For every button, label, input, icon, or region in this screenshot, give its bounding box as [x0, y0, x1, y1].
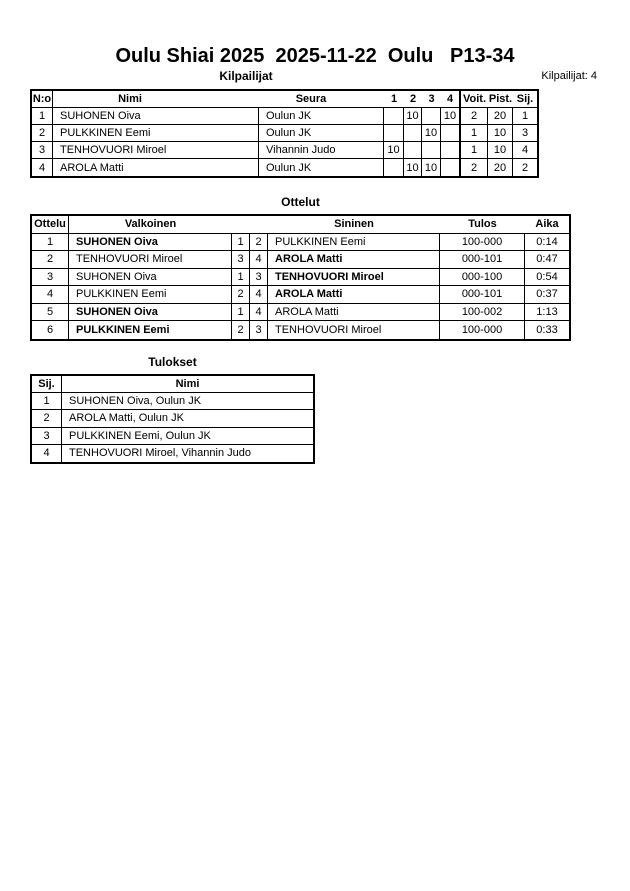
cell-blue-player: TENHOVUORI Miroel [268, 269, 440, 287]
cell-blue-player: AROLA Matti [268, 251, 440, 269]
table-header-row [32, 91, 537, 108]
cell-score-4: 10 [441, 108, 461, 125]
cell-white-number: 3 [232, 251, 250, 269]
ottelut-table [30, 214, 571, 341]
header-sij: Sij. [32, 376, 62, 393]
table-row [32, 445, 313, 462]
cell-pist: 20 [488, 159, 513, 176]
cell-pist: 20 [488, 108, 513, 125]
header-seura: Seura [259, 91, 384, 108]
cell-white-player: TENHOVUORI Miroel [69, 251, 232, 269]
cell-name-club: SUHONEN Oiva, Oulun JK [62, 393, 313, 410]
cell-nimi: AROLA Matti [53, 159, 259, 176]
cell-sij: 4 [513, 142, 537, 159]
kilpailijat-table [30, 89, 539, 178]
cell-voit: 1 [461, 142, 488, 159]
cell-blue-number: 4 [250, 286, 268, 304]
cell-blue-number: 4 [250, 251, 268, 269]
cell-match-number: 5 [32, 304, 69, 322]
cell-sij: 2 [521, 161, 529, 174]
cell-nimi: TENHOVUORI Miroel [53, 142, 259, 159]
cell-seura: Oulun JK [259, 125, 384, 142]
cell-time: 1:13 [525, 304, 569, 322]
cell-score-1 [384, 125, 404, 142]
cell-blue-number: 2 [250, 234, 268, 252]
cell-result: 000-101 [440, 251, 525, 269]
cell-time: 0:47 [525, 251, 569, 269]
cell-score-3 [422, 142, 441, 159]
tulokset-table [30, 374, 315, 464]
cell-result: 100-000 [440, 234, 525, 252]
cell-blue-player: AROLA Matti [268, 286, 440, 304]
cell-white-number: 2 [232, 286, 250, 304]
cell-score-2 [404, 125, 422, 142]
cell-result: 000-101 [440, 286, 525, 304]
cell-white-number: 2 [232, 321, 250, 339]
table-row [32, 269, 569, 287]
cell-score-3: 10 [422, 125, 441, 142]
header-opponent-2: 2 [404, 91, 422, 108]
cell-match-number: 2 [32, 251, 69, 269]
cell-score-1 [384, 108, 404, 125]
table-row [32, 234, 569, 252]
table-row [32, 159, 537, 176]
header-no: N:o [32, 91, 53, 108]
cell-voit: 2 [461, 159, 488, 176]
table-row [32, 410, 313, 427]
header-tulos: Tulos [440, 216, 525, 234]
cell-score-4 [441, 125, 461, 142]
cell-blue-number: 3 [250, 321, 268, 339]
table-row [32, 142, 537, 159]
cell-sij: 1 [513, 108, 537, 125]
cell-no: 2 [32, 125, 53, 142]
cell-name-club: PULKKINEN Eemi, Oulun JK [62, 428, 313, 445]
cell-name-club: TENHOVUORI Miroel, Vihannin Judo [69, 447, 251, 460]
header-sij: Sij. [513, 91, 537, 108]
cell-pist: 10 [488, 142, 513, 159]
cell-time: 0:33 [536, 323, 558, 336]
section-title-ottelut: Ottelut [281, 195, 320, 209]
cell-score-2 [404, 142, 422, 159]
cell-white-player: PULKKINEN Eemi [69, 286, 232, 304]
section-title-tulokset: Tulokset [148, 355, 197, 369]
header-nimi: Nimi [53, 91, 259, 108]
cell-time: 0:54 [525, 269, 569, 287]
cell-blue-player: TENHOVUORI Miroel [268, 321, 440, 339]
cell-score-1 [384, 159, 404, 176]
cell-time: 0:14 [525, 234, 569, 252]
header-num-1 [232, 216, 250, 234]
cell-voit: 2 [461, 108, 488, 125]
table-row [32, 125, 537, 142]
cell-rank: 3 [32, 428, 62, 445]
cell-blue-number: 4 [250, 304, 268, 322]
table-row [32, 321, 569, 339]
header-opponent-4: 4 [441, 91, 461, 108]
cell-blue-number: 3 [250, 269, 268, 287]
cell-score-3: 10 [422, 159, 441, 176]
cell-score-4 [441, 142, 461, 159]
cell-rank: 4 [32, 445, 62, 462]
table-row [32, 251, 569, 269]
table-header-row [32, 216, 569, 234]
cell-score-3 [422, 108, 441, 125]
cell-white-number: 1 [232, 234, 250, 252]
cell-seura: Oulun JK [259, 159, 384, 176]
page-title: Oulu Shiai 2025 2025-11-22 Oulu P13-34 [115, 45, 515, 67]
cell-score-1: 10 [384, 142, 404, 159]
header-nimi: Nimi [62, 376, 313, 393]
cell-sij: 3 [513, 125, 537, 142]
cell-white-number: 1 [232, 304, 250, 322]
header-opponent-1: 1 [384, 91, 404, 108]
cell-seura: Oulun JK [259, 108, 384, 125]
header-valkoinen: Valkoinen [69, 216, 232, 234]
cell-score-2: 10 [404, 108, 422, 125]
cell-pist: 10 [488, 125, 513, 142]
cell-white-player: PULKKINEN Eemi [69, 321, 232, 339]
cell-score-4 [441, 159, 461, 176]
header-num-2 [250, 216, 268, 234]
cell-white-player: SUHONEN Oiva [69, 234, 232, 252]
cell-result: 000-100 [440, 269, 525, 287]
table-row [32, 108, 537, 125]
cell-score-2: 10 [404, 159, 422, 176]
table-row [32, 286, 569, 304]
cell-match-number: 1 [32, 234, 69, 252]
cell-result: 100-002 [440, 304, 525, 322]
table-row [32, 304, 569, 322]
table-row [32, 428, 313, 445]
cell-rank: 1 [32, 393, 62, 410]
header-voit: Voit. [461, 91, 488, 108]
cell-seura: Vihannin Judo [259, 142, 384, 159]
cell-match-number: 6 [32, 321, 69, 339]
cell-white-player: SUHONEN Oiva [69, 304, 232, 322]
cell-blue-player: AROLA Matti [268, 304, 440, 322]
cell-white-number: 1 [232, 269, 250, 287]
cell-nimi: PULKKINEN Eemi [53, 125, 259, 142]
cell-rank: 2 [32, 410, 62, 427]
section-title-kilpailijat: Kilpailijat [219, 69, 273, 83]
cell-time: 0:37 [525, 286, 569, 304]
cell-no: 4 [32, 159, 53, 176]
table-row [32, 393, 313, 410]
header-pist: Pist. [488, 91, 513, 108]
cell-nimi: SUHONEN Oiva [53, 108, 259, 125]
table-header-row [32, 376, 313, 393]
header-aika: Aika [525, 216, 569, 234]
header-sininen: Sininen [268, 216, 440, 234]
cell-no: 3 [32, 142, 53, 159]
cell-result: 100-000 [440, 321, 525, 339]
cell-name-club: AROLA Matti, Oulun JK [62, 410, 313, 427]
competitors-count: Kilpailijat: 4 [541, 70, 597, 82]
header-ottelu: Ottelu [32, 216, 69, 234]
cell-blue-player: PULKKINEN Eemi [268, 234, 440, 252]
cell-match-number: 3 [32, 269, 69, 287]
cell-match-number: 4 [32, 286, 69, 304]
cell-voit: 1 [461, 125, 488, 142]
header-opponent-3: 3 [422, 91, 441, 108]
cell-white-player: SUHONEN Oiva [69, 269, 232, 287]
cell-no: 1 [32, 108, 53, 125]
